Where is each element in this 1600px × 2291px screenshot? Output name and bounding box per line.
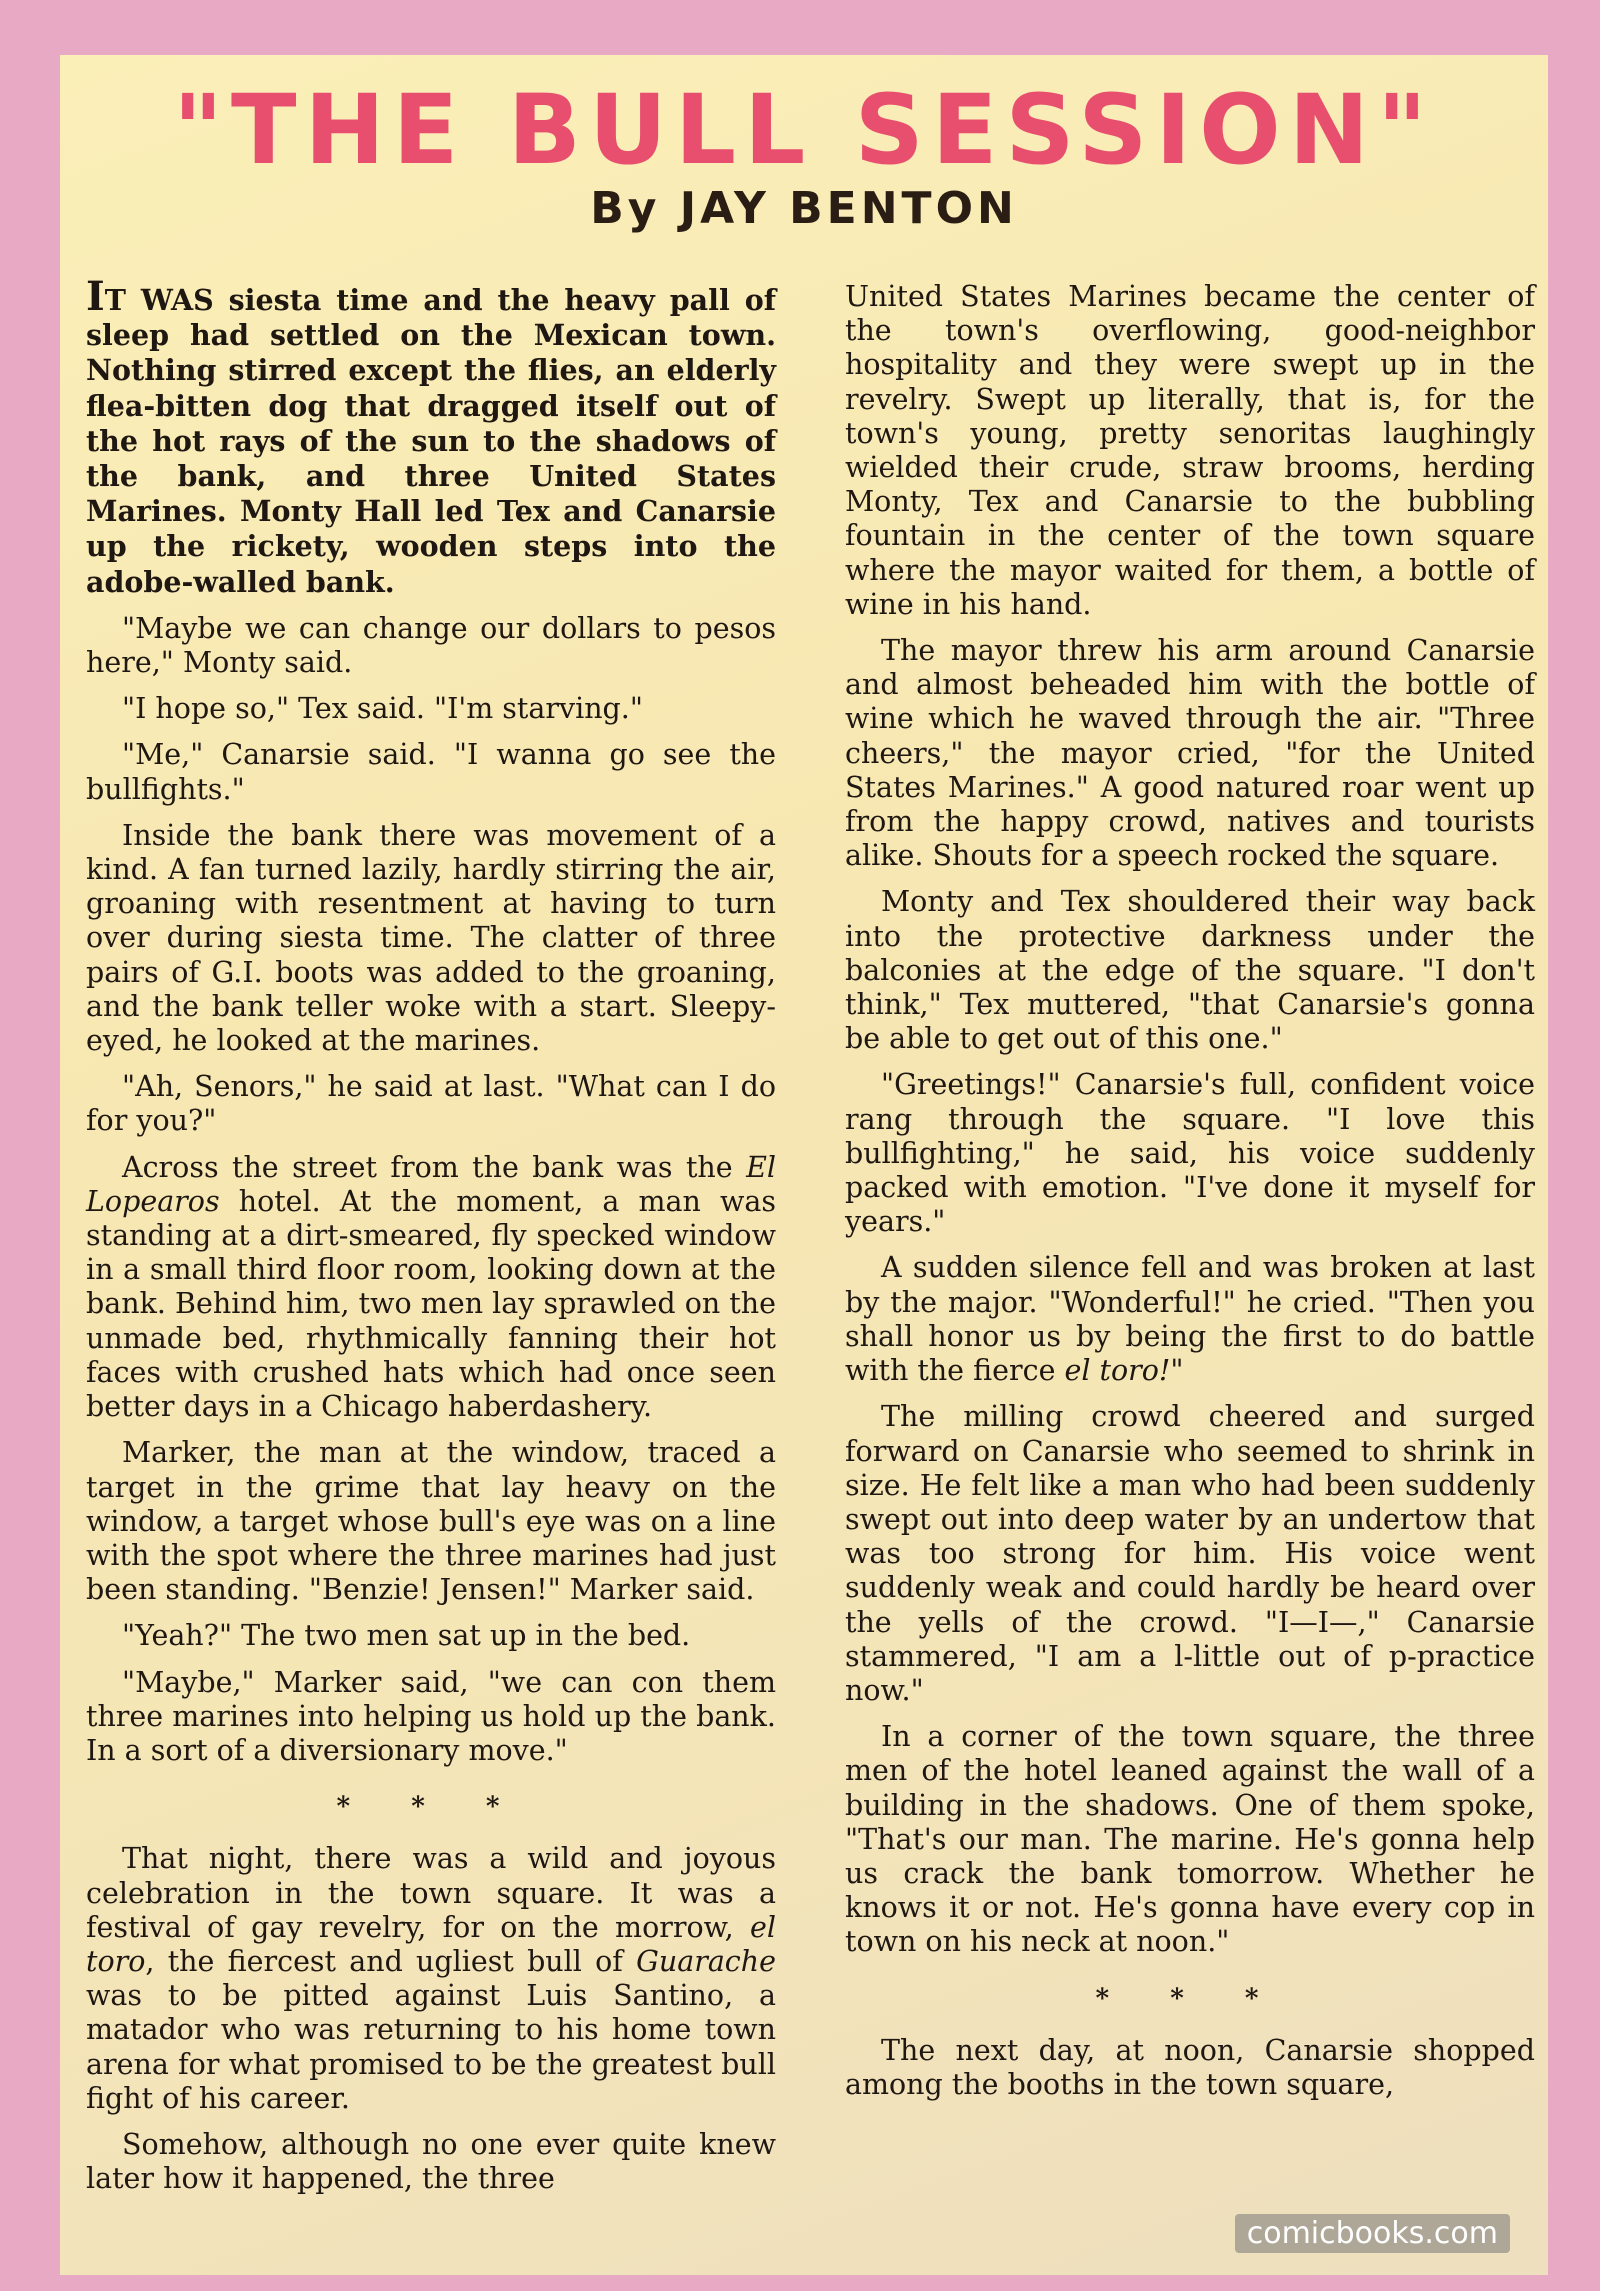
paragraph: "Greetings!" Canarsie's full, confident voice rang through the square. "I love this bullfighting," he said, his voice suddenly packed with emotion. "I've done it myself for years." (845, 1068, 1535, 1239)
paragraph: The next day, at noon, Canarsie shopped among the booths in the town square, (845, 2033, 1535, 2101)
paragraph: "I hope so," Tex said. "I'm starving." (122, 692, 643, 726)
paragraph: Monty and Tex shouldered their way back into the protective darkness under the balconies at the edge of the square. "I don't think," Tex muttered, "that Canarsie's gonna be able to get out of this one." (845, 885, 1535, 1056)
section-break: * * * (336, 1792, 526, 1823)
paragraph: Somehow, although no one ever quite knew later how it happened, the three (86, 2127, 776, 2196)
paragraph: United States Marines became the center of the town's overflowing, good-neighbor hospitality and they were swept up in the revelry. Swept up literally, that is, for the town's young, pretty senoritas laughingly wielded their crude, straw brooms, herding Monty, Tex and Canarsie to the bubbling fountain in the center of the town square where the mayor waited for them, a bottle of wine in his hand. (845, 280, 1535, 621)
drop-cap: I (86, 273, 105, 320)
paragraph: That night, there was a wild and joyous celebration in the town square. It was a festival of gay revelry, for on the morrow, el toro, the fiercest and ugliest bull of Guarache was to be pitted against Luis Santino, a matador who was returning to his home town arena for what promised to be the greatest bull fight of his career. (86, 1842, 776, 2115)
section-break: * * * (1095, 1983, 1285, 2014)
paragraph: In a corner of the town square, the three men of the hotel leaned against the wall of a building in the shadows. One of them spoke, "That's our man. The marine. He's gonna help us crack the bank tomorrow. Whether he knows it or not. He's gonna have every cop in town on his neck at noon." (845, 1720, 1535, 1959)
paragraph: "Yeah?" The two men sat up in the bed. (122, 1619, 691, 1653)
paragraph: "Me," Canarsie said. "I wanna go see the bullfights." (86, 738, 776, 806)
paragraph: "Maybe," Marker said, "we can con them three marines into helping us hold up the bank. In a sort of a diversionary move." (86, 1665, 776, 1767)
right-column (845, 280, 1535, 2114)
paragraph: IT WAS siesta time and the heavy pall of sleep had settled on the Mexican town. Nothing stirred except the flies, an elderly flea-bitten dog that dragged itself out of the hot rays of the sun to the shadows of the bank, and three United States Marines. Monty Hall led Tex and Canarsie up the rickety, wooden steps into the adobe-walled bank. (86, 273, 776, 599)
paragraph: "Maybe we can change our dollars to pesos here," Monty said. (86, 611, 776, 680)
paragraph: Across the street from the bank was the El Lopearos hotel. At the moment, a man was standing at a dirt-smeared, fly specked window in a small third floor room, looking down at the bank. Behind him, two men lay sprawled on the unmade bed, rhythmically fanning their hot faces with crushed hats which had once seen better days in a Chicago haberdashery. (86, 1150, 776, 1424)
paragraph: The mayor threw his arm around Canarsie and almost beheaded him with the bottle of wine which he waved through the air. "Three cheers," the mayor cried, "for the United States Marines." A good natured roar went up from the happy crowd, natives and tourists alike. Shouts for a speech rocked the square. (845, 634, 1535, 873)
paragraph: "Ah, Senors," he said at last. "What can I do for you?" (86, 1070, 776, 1138)
site-watermark: comicbooks.com (1235, 2214, 1510, 2253)
left-column (86, 273, 776, 2208)
paragraph: A sudden silence fell and was broken at last by the major. "Wonderful!" he cried. "Then you shall honor us by being the first to do battle with the fierce el toro!" (845, 1251, 1535, 1388)
paragraph: The milling crowd cheered and surged forward on Canarsie who seemed to shrink in size. He felt like a man who had been suddenly swept out into deep water by an undertow that was too strong for him. His voice went suddenly weak and could hardly be heard over the yells of the crowd. "I—I—," Canarsie stammered, "I am a l-little out of p-practice now." (845, 1400, 1535, 1707)
byline: By JAY BENTON (590, 183, 1018, 234)
story-title: "THE BULL SESSION" (172, 74, 1436, 186)
paragraph: Inside the bank there was movement of a kind. A fan turned lazily, hardly stirring the air, groaning with resentment at having to turn over during siesta time. The clatter of three pairs of G.I. boots was added to the groaning, and the bank teller woke with a start. Sleepy-eyed, he looked at the marines. (86, 818, 776, 1058)
paragraph: Marker, the man at the window, traced a target in the grime that lay heavy on the window, a target whose bull's eye was on a line with the spot where the three marines had just been standing. "Benzie! Jensen!" Marker said. (86, 1436, 776, 1607)
story-page (60, 55, 1548, 2275)
